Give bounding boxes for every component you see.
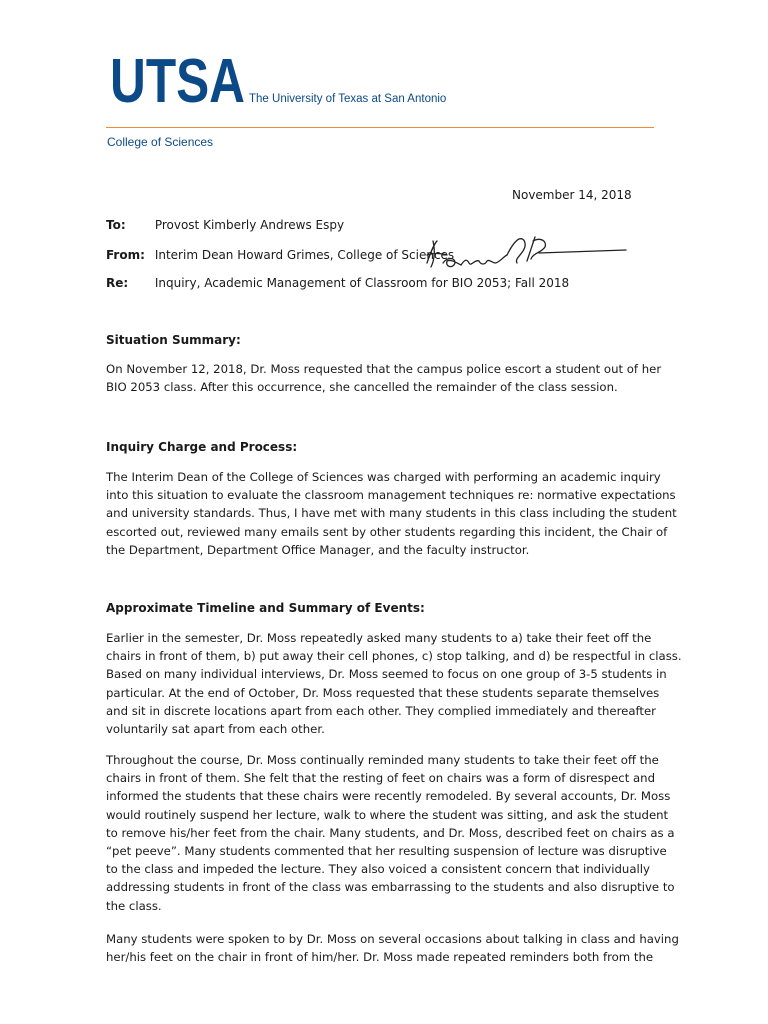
timeline-paragraph-1 bbox=[106, 629, 682, 738]
paragraph-line: chairs in front of them, b) put away their cell phones, c) stop talking, and d) be respectful in class. bbox=[106, 649, 682, 664]
memo-from-row bbox=[106, 248, 454, 262]
paragraph-line: the Department, Department Office Manager, and the faculty instructor. bbox=[106, 542, 530, 557]
paragraph-line: and sit in discrete locations apart from each other. They complied immediately and thereafter bbox=[106, 703, 656, 718]
to-value: Provost Kimberly Andrews Espy bbox=[154, 218, 345, 232]
memo-date: November 14, 2018 bbox=[512, 188, 632, 202]
paragraph-line: to the class and impeded the lecture. They also voiced a consistent concern that individually bbox=[106, 862, 650, 877]
re-label: Re: bbox=[106, 276, 129, 290]
paragraph-line: Many students were spoken to by Dr. Moss on several occasions about talking in class and having bbox=[106, 932, 679, 946]
paragraph-line: Earlier in the semester, Dr. Moss repeatedly asked many students to a) take their feet off the bbox=[106, 631, 652, 645]
utsa-logo bbox=[110, 47, 245, 116]
timeline-paragraph-2 bbox=[106, 751, 675, 915]
paragraph-line: escorted out, reviewed many emails sent by other students regarding this incident, the Chair of bbox=[106, 524, 668, 539]
paragraph-line: voluntarily sat apart from each other. bbox=[106, 722, 325, 737]
situation-summary-paragraph bbox=[106, 360, 662, 396]
paragraph-line: BIO 2053 class. After this occurrence, she cancelled the remainder of the class session. bbox=[106, 380, 618, 395]
paragraph-line: to remove his/her feet from the chair. Many students, and Dr. Moss, described feet on chairs as a bbox=[106, 825, 675, 840]
paragraph-line: The Interim Dean of the College of Sciences was charged with performing an academic inquiry bbox=[106, 470, 661, 484]
paragraph-line: into this situation to evaluate the classroom management techniques re: normative expectations bbox=[106, 488, 676, 503]
from-label: From: bbox=[106, 248, 145, 262]
paragraph-line: Throughout the course, Dr. Moss continually reminded many students to take their feet off the bbox=[106, 753, 659, 767]
inquiry-charge-paragraph bbox=[106, 468, 677, 559]
timeline-heading: Approximate Timeline and Summary of Events: bbox=[106, 601, 425, 615]
to-label: To: bbox=[106, 218, 126, 232]
from-value: Interim Dean Howard Grimes, College of Sciences bbox=[154, 248, 455, 262]
paragraph-line: On November 12, 2018, Dr. Moss requested that the campus police escort a student out of her bbox=[106, 362, 662, 376]
university-name: The University of Texas at San Antonio bbox=[249, 93, 447, 105]
memo-re-row bbox=[106, 276, 569, 290]
paragraph-line: chairs in front of them. She felt that the resting of feet on chairs was a form of disrespect and bbox=[106, 771, 655, 786]
college-name: College of Sciences bbox=[107, 135, 214, 149]
timeline-paragraph-3 bbox=[106, 930, 679, 966]
handwritten-signature bbox=[423, 233, 628, 273]
header-divider bbox=[106, 127, 654, 128]
paragraph-line: informed the students that these chairs were recently remodeled. By several accounts, Dr. Moss bbox=[106, 789, 671, 804]
memo-to-row bbox=[106, 218, 344, 232]
situation-summary-heading: Situation Summary: bbox=[106, 333, 241, 347]
paragraph-line: addressing students in front of the class was embarrassing to the students and also disruptive to bbox=[106, 880, 675, 895]
paragraph-line: her/his feet on the chair in front of him/her. Dr. Moss made repeated reminders both from the bbox=[106, 950, 654, 965]
paragraph-line: the class. bbox=[106, 898, 162, 913]
paragraph-line: would routinely suspend her lecture, walk to where the student was sitting, and ask the student bbox=[106, 807, 669, 822]
paragraph-line: and university standards. Thus, I have met with many students in this class including the student bbox=[106, 506, 677, 521]
inquiry-charge-heading: Inquiry Charge and Process: bbox=[106, 440, 298, 454]
paragraph-line: Based on many individual interviews, Dr. Moss seemed to focus on one group of 3-5 students in bbox=[106, 667, 667, 682]
paragraph-line: particular. At the end of October, Dr. Moss requested that these students separate themselves bbox=[106, 685, 660, 700]
re-value: Inquiry, Academic Management of Classroom for BIO 2053; Fall 2018 bbox=[154, 276, 570, 290]
paragraph-line: “pet peeve”. Many students commented that her resulting suspension of lecture was disruptive bbox=[106, 844, 667, 859]
svg-text:UTSA: UTSA bbox=[110, 47, 245, 116]
